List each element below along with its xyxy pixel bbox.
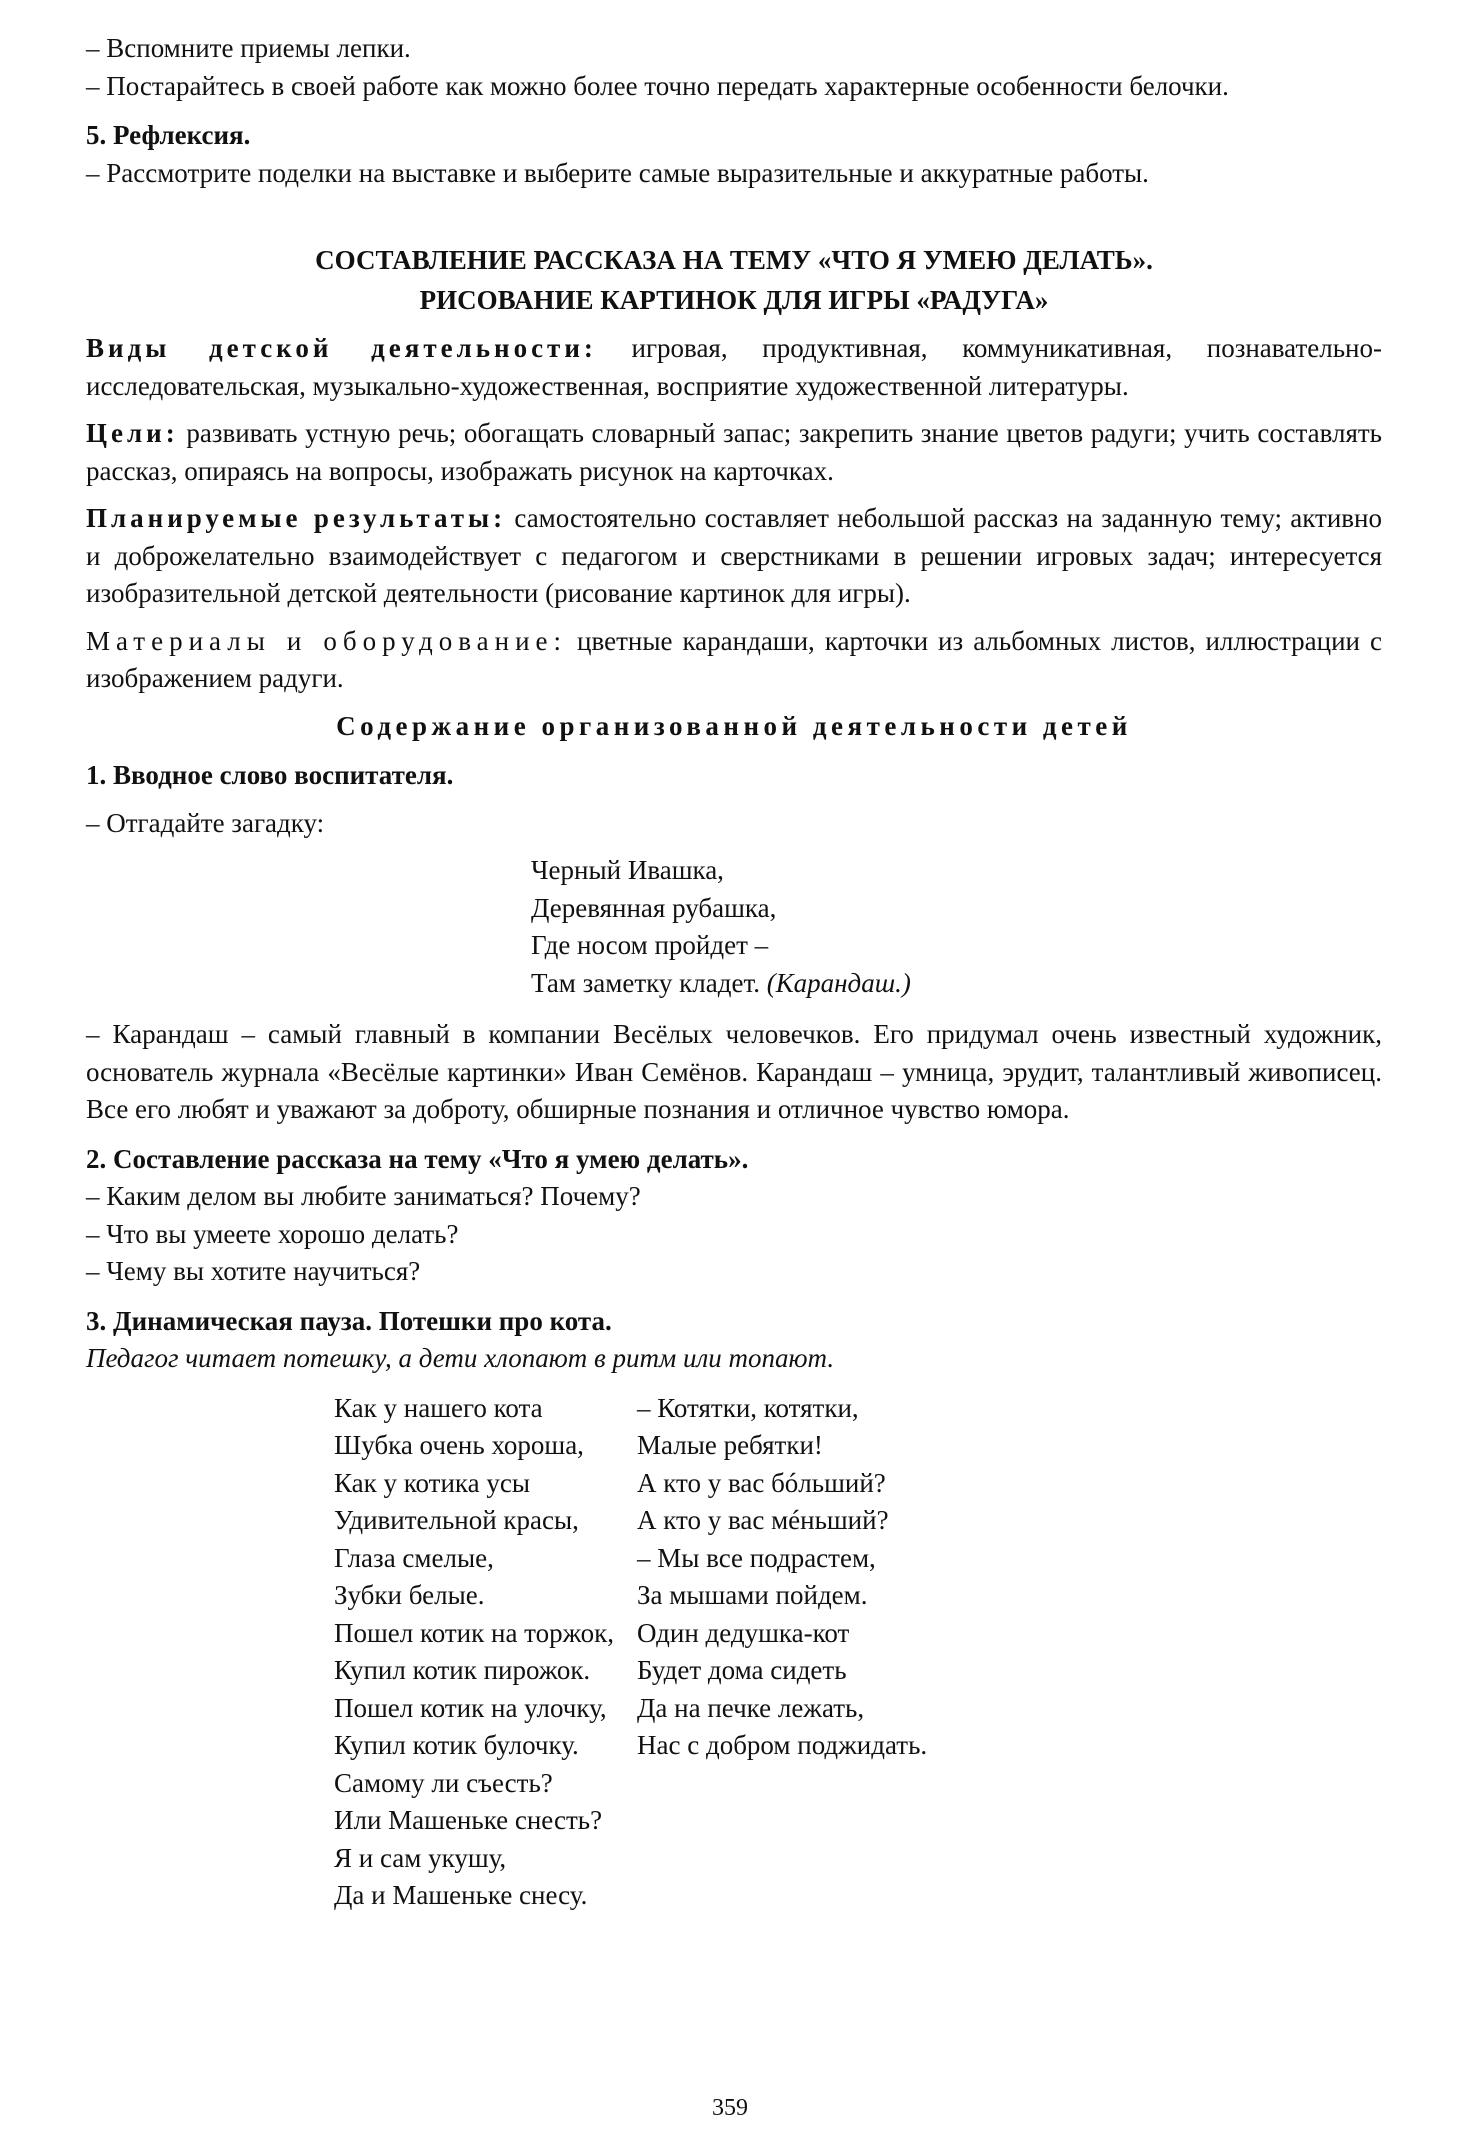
step2-question: – Каким делом вы любите заниматься? Почему? xyxy=(86,1181,641,1211)
step2-question: – Что вы умеете хорошо делать? xyxy=(86,1218,459,1249)
poem-line: А кто у вас бóльший? xyxy=(637,1467,886,1498)
riddle-line xyxy=(531,965,1382,1003)
section-title-line: РИСОВАНИЕ КАРТИНОК ДЛЯ ИГРЫ «РАДУГА» xyxy=(419,285,1049,315)
content-heading: Содержание организованной деятельности детей xyxy=(336,710,1132,741)
poem-line: Пошел котик на торжок, xyxy=(334,1617,614,1648)
poem-line: Малые ребятки! xyxy=(637,1430,823,1460)
materials-text: цветные карандаши, карточки из альбомных листов, иллюстрации с изображением радуги. xyxy=(86,625,1382,693)
step3-heading: 3. Динамическая пауза. Потешки про кота. xyxy=(86,1305,612,1336)
activities-text: игровая, продуктивная, коммуникативная, познавательно-исследовательская, музыкально-художественная, восприятие художественной литературы. xyxy=(86,333,1382,401)
poem-line: Да и Машеньке снесу. xyxy=(334,1880,588,1910)
poem-column-left xyxy=(334,1390,637,1915)
results-text: самостоятельно составляет небольшой рассказ на заданную тему; активно и доброжелательно взаимодействует с педагогом и сверстниками в решении игровых задач; интересуется изобразительной детской деятельности (рисование картинок для игры). xyxy=(86,503,1382,608)
poem-line: Как у котика усы xyxy=(334,1467,530,1498)
poem-line: Я и сам укушу, xyxy=(334,1842,507,1873)
poem-line: Купил котик пирожок. xyxy=(334,1655,591,1685)
riddle-line: Где носом пройдет – xyxy=(531,930,769,960)
step1-heading: 1. Вводное слово воспитателя. xyxy=(86,760,454,790)
poem-line: Нас с добром поджидать. xyxy=(637,1730,928,1760)
section-title xyxy=(86,240,1382,320)
step2-heading: 2. Составление рассказа на тему «Что я умею делать». xyxy=(86,1143,749,1174)
goals-text: развивать устную речь; обогащать словарный запас; закрепить знание цветов радуги; учить составлять рассказ, опираясь на вопросы, изображать рисунок на карточках. xyxy=(86,418,1382,486)
riddle-answer: (Карандаш.) xyxy=(766,967,911,998)
intro-line: – Постарайтесь в своей работе как можно более точно передать характерные особенности белочки. xyxy=(86,70,1229,101)
results-label: Планируемые результаты: xyxy=(86,503,507,533)
poem-line: – Котятки, котятки, xyxy=(637,1392,859,1423)
poem-line: Самому ли съесть? xyxy=(334,1767,553,1798)
riddle-line: Черный Ивашка, xyxy=(531,855,724,885)
step2-question: – Чему вы хотите научиться? xyxy=(86,1256,421,1286)
materials-paragraph xyxy=(86,623,1382,698)
riddle xyxy=(531,852,1382,1002)
poem-line: Удивительной красы, xyxy=(334,1505,579,1535)
poem-line: Один дедушка-кот xyxy=(637,1617,850,1648)
step1-prompt: – Отгадайте загадку: xyxy=(86,807,325,838)
poem-line: За мышами пойдем. xyxy=(637,1580,868,1610)
activities-label: Виды детской деятельности: xyxy=(86,333,597,363)
intro-line: – Вспомните приемы лепки. xyxy=(86,33,411,63)
poem-column-right xyxy=(637,1390,940,1915)
poem-line: Зубки белые. xyxy=(334,1580,485,1610)
poem-line: Да на печке лежать, xyxy=(637,1692,865,1723)
step1-text: – Карандаш – самый главный в компании Весёлых человечков. Его придумал очень известный художник, основатель журнала «Весёлые картинки» Иван Семёнов. Карандаш – умница, эрудит, талантливый живописец. Все его любят и уважают за доброту, обширные познания и отличное чувство юмора. xyxy=(86,1019,1382,1124)
goals-label: Цели: xyxy=(86,418,179,448)
poem-line: Будет дома сидеть xyxy=(637,1655,847,1685)
results-paragraph xyxy=(86,500,1382,613)
poem-line: Глаза смелые, xyxy=(334,1542,494,1573)
poem-line: Или Машеньке снесть? xyxy=(334,1805,603,1835)
reflection-heading: 5. Рефлексия. xyxy=(86,120,251,150)
step3-instruction: Педагог читает потешку, а дети хлопают в ритм или топают. xyxy=(86,1343,835,1373)
poem-line: Шубка очень хороша, xyxy=(334,1430,584,1460)
poem-line: Купил котик булочку. xyxy=(334,1730,579,1760)
poem-line: Пошел котик на улочку, xyxy=(334,1692,607,1723)
reflection-text: – Рассмотрите поделки на выставке и выберите самые выразительные и аккуратные работы. xyxy=(86,157,1149,188)
goals-paragraph xyxy=(86,415,1382,490)
page-number: 359 xyxy=(712,2095,748,2121)
activities-paragraph xyxy=(86,330,1382,405)
document-page xyxy=(86,30,1382,1915)
poem-line: А кто у вас мéньший? xyxy=(637,1505,889,1535)
poem-line: Как у нашего кота xyxy=(334,1392,543,1423)
riddle-line: Деревянная рубашка, xyxy=(531,892,777,923)
materials-label: Материалы и оборудование: xyxy=(86,625,568,656)
poem xyxy=(334,1390,1382,1915)
section-title-line: СОСТАВЛЕНИЕ РАССКАЗА НА ТЕМУ «ЧТО Я УМЕЮ ДЕЛАТЬ». xyxy=(315,245,1153,275)
riddle-last-line: Там заметку кладет. xyxy=(531,967,767,998)
poem-line: – Мы все подрастем, xyxy=(637,1542,876,1573)
